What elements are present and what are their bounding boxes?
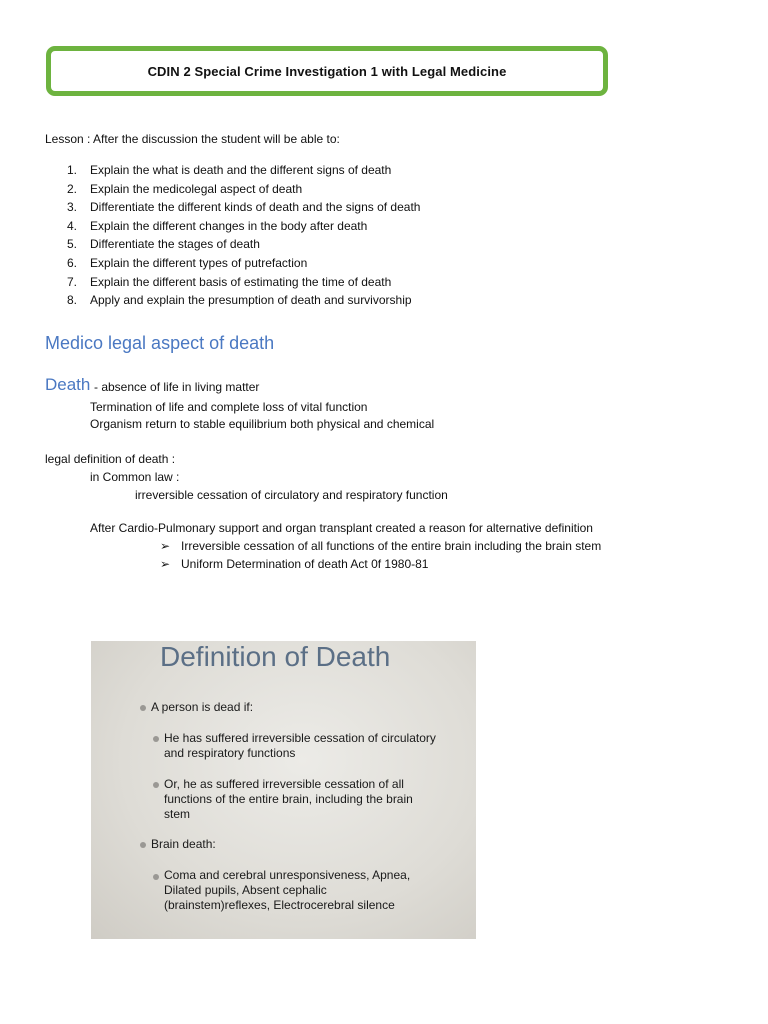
definition-slide-image (91, 641, 476, 939)
course-title: CDIN 2 Special Crime Investigation 1 with Legal Medicine (147, 63, 507, 79)
bullet-icon (153, 874, 159, 880)
legal-definition-label: legal definition of death : (45, 452, 176, 466)
arrow-item-text: Irreversible cessation of all functions of the entire brain including the brain stem (181, 539, 602, 553)
list-item (160, 539, 601, 553)
list-item: 2. Explain the medicolegal aspect of death (67, 181, 303, 196)
list-item: 1. Explain the what is death and the different signs of death (67, 163, 392, 177)
bullet-icon (153, 736, 159, 742)
slide-bullet: Brain death: (151, 837, 216, 851)
common-law-label: in Common law : (90, 470, 180, 484)
alternative-definition-intro: After Cardio-Pulmonary support and organ transplant created a reason for alternative definition (90, 521, 593, 535)
arrow-bullet-icon: ➢ (160, 539, 171, 553)
death-line-2: Organism return to stable equilibrium both physical and chemical (90, 417, 435, 431)
list-item: 4. Explain the different changes in the body after death (67, 218, 368, 233)
death-term: Death (45, 375, 91, 394)
list-item: 6. Explain the different types of putrefaction (67, 255, 308, 270)
list-item (160, 557, 428, 571)
common-law-definition: irreversible cessation of circulatory and respiratory function (135, 488, 448, 502)
death-line-1: Termination of life and complete loss of vital function (90, 400, 368, 414)
list-item: 7. Explain the different basis of estimating the time of death (67, 274, 392, 289)
slide-sub-bullet: He has suffered irreversible cessation of circulatory and respiratory functions (164, 731, 436, 760)
objectives-list (67, 163, 420, 312)
lesson-intro: Lesson : After the discussion the student will be able to: (45, 132, 340, 146)
arrow-bullet-icon: ➢ (160, 557, 171, 571)
course-title-box (46, 46, 608, 96)
bullet-icon (153, 782, 159, 788)
list-item: 8. Apply and explain the presumption of death and survivorship (67, 293, 412, 308)
bullet-icon (140, 842, 146, 848)
slide-sub-bullet: Or, he as suffered irreversible cessation of all functions of the entire brain, including the brain stem (164, 777, 413, 821)
slide-title: Definition of Death (160, 641, 391, 672)
list-item: 3. Differentiate the different kinds of death and the signs of death (67, 200, 421, 215)
bullet-icon (140, 705, 146, 711)
slide-sub-bullet: Coma and cerebral unresponsiveness, Apnea, Dilated pupils, Absent cephalic (brainstem)reflexes, Electrocerebral silence (164, 868, 411, 912)
slide-bullet: A person is dead if: (151, 700, 254, 714)
list-item: 5. Differentiate the stages of death (67, 237, 260, 252)
arrow-item-text: Uniform Determination of death Act 0f 1980-81 (181, 557, 429, 571)
section-heading: Medico legal aspect of death (45, 333, 275, 353)
death-definition: - absence of life in living matter (94, 380, 260, 394)
